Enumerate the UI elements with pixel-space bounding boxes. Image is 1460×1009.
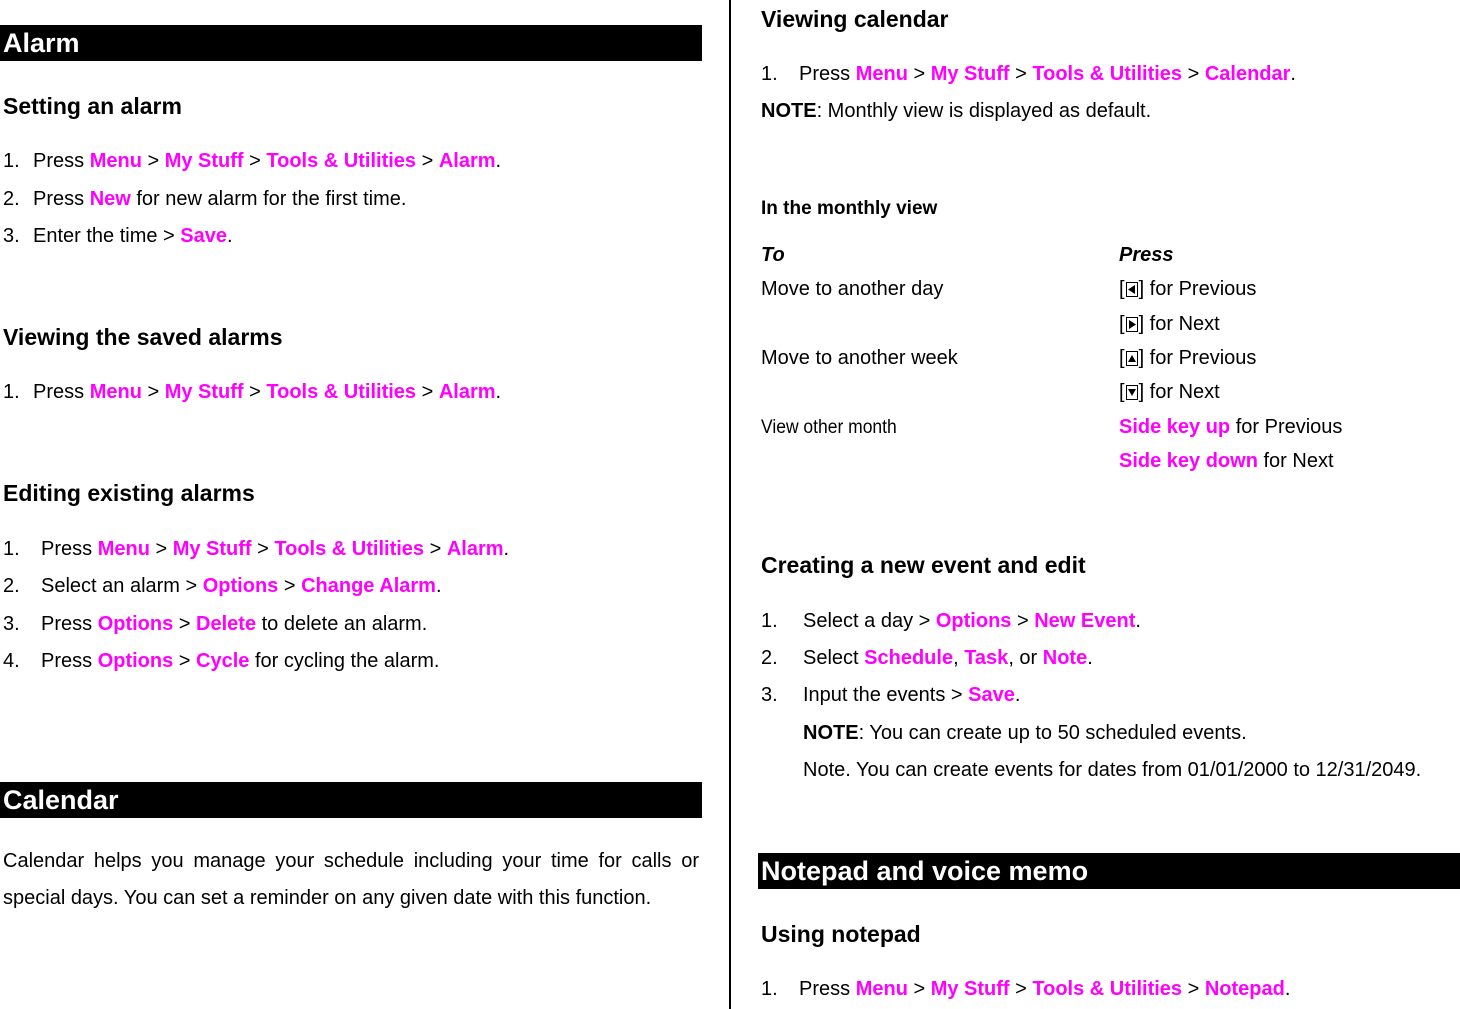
side-key-up-link: Side key up: [1119, 416, 1231, 438]
editing-alarms-heading: Editing existing alarms: [3, 480, 255, 506]
setting-step-2: 2. Press New for new alarm for the first time.: [3, 188, 407, 210]
my-stuff-link: My Stuff: [164, 150, 244, 172]
row-other-month-next: Side key down for Next: [1119, 450, 1334, 472]
creating-note-2: Note. You can create events for dates from 01/01/2000 to 12/31/2049.: [803, 759, 1422, 781]
notepad-link: Notepad: [1204, 978, 1285, 1000]
viewing-step-1: 1. Press Menu > My Stuff > Tools & Utilities > Alarm.: [3, 381, 502, 403]
menu-link: Menu: [89, 150, 142, 172]
creating-note-1: NOTE: You can create up to 50 scheduled events.: [803, 722, 1247, 744]
notepad-section-banner: [758, 853, 1460, 889]
monthly-view-heading: In the monthly view: [761, 198, 938, 219]
notepad-title: Notepad and voice memo: [761, 856, 1089, 886]
alarm-section-banner: [0, 25, 702, 61]
editing-step-2: 2. Select an alarm > Options > Change Alarm.: [3, 575, 442, 597]
table-header-press: Press: [1119, 244, 1174, 266]
editing-step-4: 4. Press Options > Cycle for cycling the alarm.: [3, 650, 440, 672]
up-arrow-key-icon: [1126, 351, 1138, 366]
alarm-link: Alarm: [438, 150, 496, 172]
setting-step-3: 3. Enter the time > Save.: [3, 225, 233, 247]
calendar-description: Calendar helps you manage your schedule including your time for calls or special days. You can set a reminder on any given date with this function.: [3, 850, 699, 909]
row-move-day-prev: [ ] for Previous: [1119, 278, 1257, 300]
using-notepad-heading: Using notepad: [761, 921, 921, 947]
setting-step-1: 1. Press Menu > My Stuff > Tools & Utilities > Alarm.: [3, 150, 502, 172]
right-arrow-key-icon: [1126, 317, 1138, 332]
viewing-calendar-note: NOTE: Monthly view is displayed as default.: [761, 100, 1152, 122]
viewing-calendar-heading: Viewing calendar: [761, 6, 949, 32]
creating-step-1: 1. Select a day > Options > New Event.: [761, 610, 1141, 632]
row-move-week: Move to another week: [761, 347, 958, 369]
row-move-day-next: [ ] for Next: [1119, 313, 1220, 335]
save-link: Save: [180, 225, 228, 247]
creating-step-3: 3. Input the events > Save.: [761, 684, 1021, 706]
row-other-month-prev: Side key up for Previous: [1119, 416, 1343, 438]
calendar-link: Calendar: [1204, 63, 1291, 85]
alarm-title: Alarm: [3, 28, 80, 58]
left-arrow-key-icon: [1126, 282, 1138, 297]
calendar-title: Calendar: [3, 785, 119, 815]
editing-step-1: 1. Press Menu > My Stuff > Tools & Utilities > Alarm.: [3, 538, 510, 560]
row-move-week-prev: [ ] for Previous: [1119, 347, 1257, 369]
table-header-to: To: [761, 244, 785, 266]
creating-step-2: 2. Select Schedule, Task, or Note.: [761, 647, 1093, 669]
creating-event-heading: Creating a new event and edit: [761, 552, 1086, 578]
side-key-down-link: Side key down: [1119, 450, 1258, 472]
new-event-link: New Event: [1034, 610, 1136, 632]
row-move-day: Move to another day: [761, 278, 944, 300]
notepad-step-1: 1. Press Menu > My Stuff > Tools & Utilities > Notepad.: [761, 978, 1291, 1000]
editing-step-3: 3. Press Options > Delete to delete an alarm.: [3, 613, 428, 635]
new-link: New: [89, 188, 131, 210]
setting-alarm-heading: Setting an alarm: [3, 93, 182, 119]
down-arrow-key-icon: [1126, 385, 1138, 400]
tools-utilities-link: Tools & Utilities: [266, 150, 417, 172]
viewing-calendar-step-1: 1. Press Menu > My Stuff > Tools & Utilities > Calendar.: [761, 63, 1296, 85]
calendar-section-banner: [0, 782, 702, 818]
viewing-alarms-heading: Viewing the saved alarms: [3, 324, 283, 350]
row-other-month: View other month: [761, 417, 897, 438]
column-divider: [729, 0, 731, 1009]
row-move-week-next: [ ] for Next: [1119, 381, 1220, 403]
